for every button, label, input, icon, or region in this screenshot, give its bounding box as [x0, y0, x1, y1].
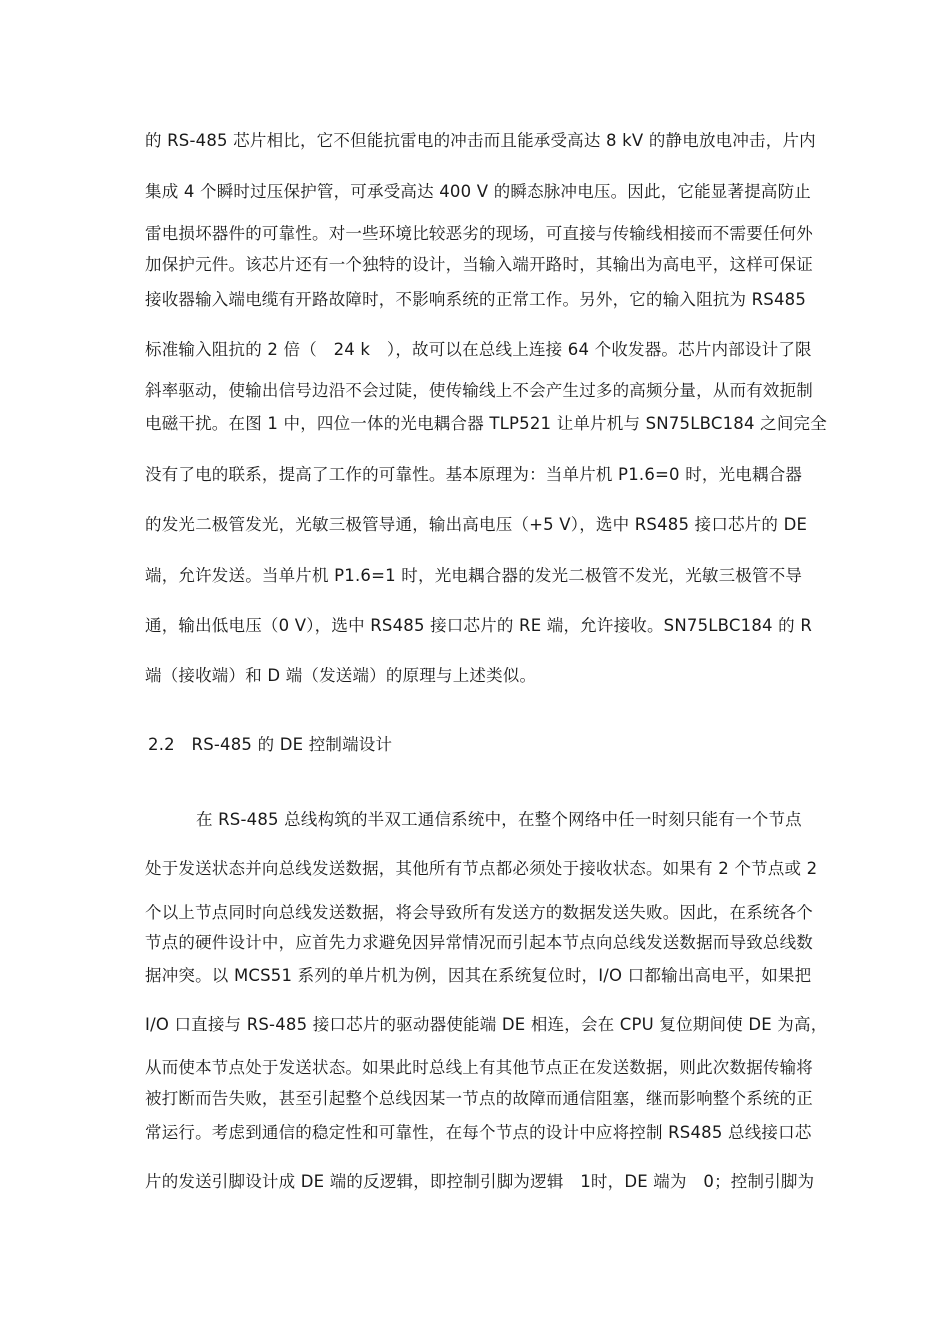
paragraph-2-line-1: 在 RS-485 总线构筑的半双工通信系统中，在整个网络中任一时刻只能有一个节点: [196, 810, 802, 829]
paragraph-1-line-6: 标准输入阻抗的 2 倍（ 24 k ），故可以在总线上连接 64 个收发器。芯片内部设计了限: [145, 340, 812, 359]
paragraph-1-line-9: 没有了电的联系，提高了工作的可靠性。基本原理为：当单片机 P1.6=0 时，光电耦合器: [145, 465, 803, 484]
paragraph-2-line-10: 片的发送引脚设计成 DE 端的反逻辑，即控制引脚为逻辑 1时，DE 端为 0；控制引脚为: [145, 1172, 815, 1191]
paragraph-1-line-3: 雷电损坏器件的可靠性。对一些环境比较恶劣的现场，可直接与传输线相接而不需要任何外: [145, 224, 813, 243]
paragraph-1-line-4: 加保护元件。该芯片还有一个独特的设计，当输入端开路时，其输出为高电平，这样可保证: [145, 255, 813, 274]
paragraph-2-line-7: 从而使本节点处于发送状态。如果此时总线上有其他节点正在发送数据，则此次数据传输将: [145, 1058, 813, 1077]
paragraph-1-line-5: 接收器输入端电缆有开路故障时，不影响系统的正常工作。另外，它的输入阻抗为 RS485: [145, 290, 807, 309]
paragraph-2-line-2: 处于发送状态并向总线发送数据，其他所有节点都必须处于接收状态。如果有 2 个节点或 2: [145, 859, 818, 878]
paragraph-1-line-13: 端（接收端）和 D 端（发送端）的原理与上述类似。: [145, 666, 537, 685]
paragraph-2-line-4: 节点的硬件设计中，应首先力求避免因异常情况而引起本节点向总线发送数据而导致总线数: [145, 933, 813, 952]
paragraph-1-line-8: 电磁干扰。在图 1 中，四位一体的光电耦合器 TLP521 让单片机与 SN75LBC184 之间完全: [145, 414, 827, 433]
paragraph-2-line-3: 个以上节点同时向总线发送数据，将会导致所有发送方的数据发送失败。因此，在系统各个: [145, 903, 813, 922]
paragraph-1-line-7: 斜率驱动，使输出信号边沿不会过陡，使传输线上不会产生过多的高频分量，从而有效扼制: [145, 381, 813, 400]
paragraph-2-line-6: I/O 口直接与 RS-485 接口芯片的驱动器使能端 DE 相连，会在 CPU 复位期间使 DE 为高，: [145, 1015, 828, 1034]
paragraph-1-line-11: 端，允许发送。当单片机 P1.6=1 时，光电耦合器的发光二极管不发光，光敏三极管不导: [145, 566, 803, 585]
paragraph-2-line-9: 常运行。考虑到通信的稳定性和可靠性，在每个节点的设计中应将控制 RS485 总线接口芯: [145, 1123, 812, 1142]
paragraph-2-line-5: 据冲突。以 MCS51 系列的单片机为例，因其在系统复位时，I/O 口都输出高电平，如果把: [145, 966, 812, 985]
paragraph-1-line-2: 集成 4 个瞬时过压保护管，可承受高达 400 V 的瞬态脉冲电压。因此，它能显著提高防止: [145, 182, 812, 201]
paragraph-1-line-12: 通，输出低电压（0 V），选中 RS485 接口芯片的 RE 端，允许接收。SN75LBC184 的 R: [145, 616, 812, 635]
paragraph-1-line-10: 的发光二极管发光，光敏三极管导通，输出高电压（+5 V），选中 RS485 接口芯片的 DE: [145, 515, 808, 534]
paragraph-1-line-1: 的 RS-485 芯片相比，它不但能抗雷电的冲击而且能承受高达 8 kV 的静电放电冲击，片内: [145, 131, 816, 150]
paragraph-2-line-8: 被打断而告失败，甚至引起整个总线因某一节点的故障而通信阻塞，继而影响整个系统的正: [145, 1089, 813, 1108]
section-heading: 2.2 RS-485 的 DE 控制端设计: [148, 735, 393, 754]
